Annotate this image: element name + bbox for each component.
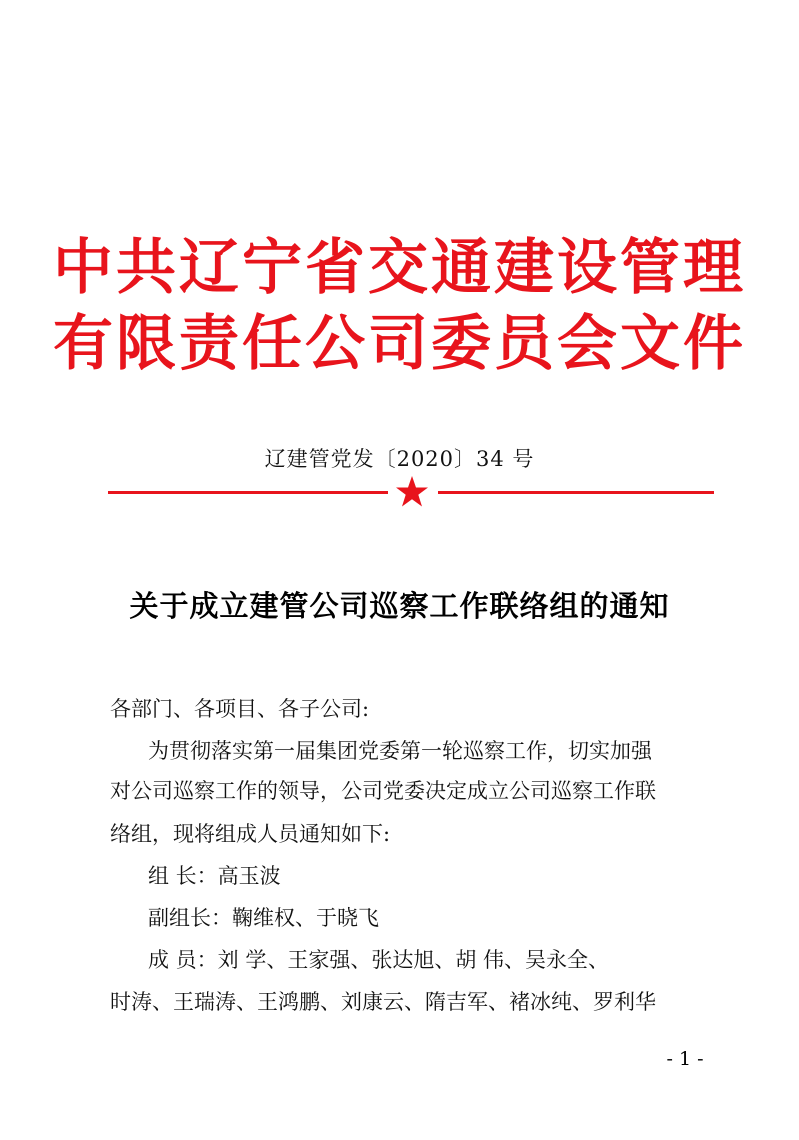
red-rule-left [108,491,388,494]
salutation: 各部门、各项目、各子公司: [110,697,370,721]
team-members-line: 时涛、王瑞涛、王鸿鹏、刘康云、隋吉军、褚冰纯、罗利华 [110,990,656,1014]
document-number: 辽建管党发〔2020〕34 号 [264,447,535,471]
body-paragraph-line: 对公司巡察工作的领导，公司党委决定成立公司巡察工作联 [110,779,656,803]
header-title-line2: 有限责任公司委员会文件 [53,309,746,379]
body-paragraph-line: 为贯彻落实第一届集团党委第一轮巡察工作，切实加强 [148,739,652,763]
red-star-icon [395,475,429,509]
red-rule-right [438,491,714,494]
team-members-line: 成 员：刘 学、王家强、张达旭、胡 伟、吴永全、 [148,948,610,972]
body-paragraph-line: 络组，现将组成人员通知如下: [110,822,391,846]
page-number: - 1 - [666,1048,704,1070]
team-deputy-leaders: 副组长：鞠维权、于晓飞 [148,906,379,930]
notice-title: 关于成立建管公司巡察工作联络组的通知 [129,589,670,623]
header-title-line1: 中共辽宁省交通建设管理 [53,233,746,303]
team-leader: 组 长：高玉波 [148,864,281,888]
